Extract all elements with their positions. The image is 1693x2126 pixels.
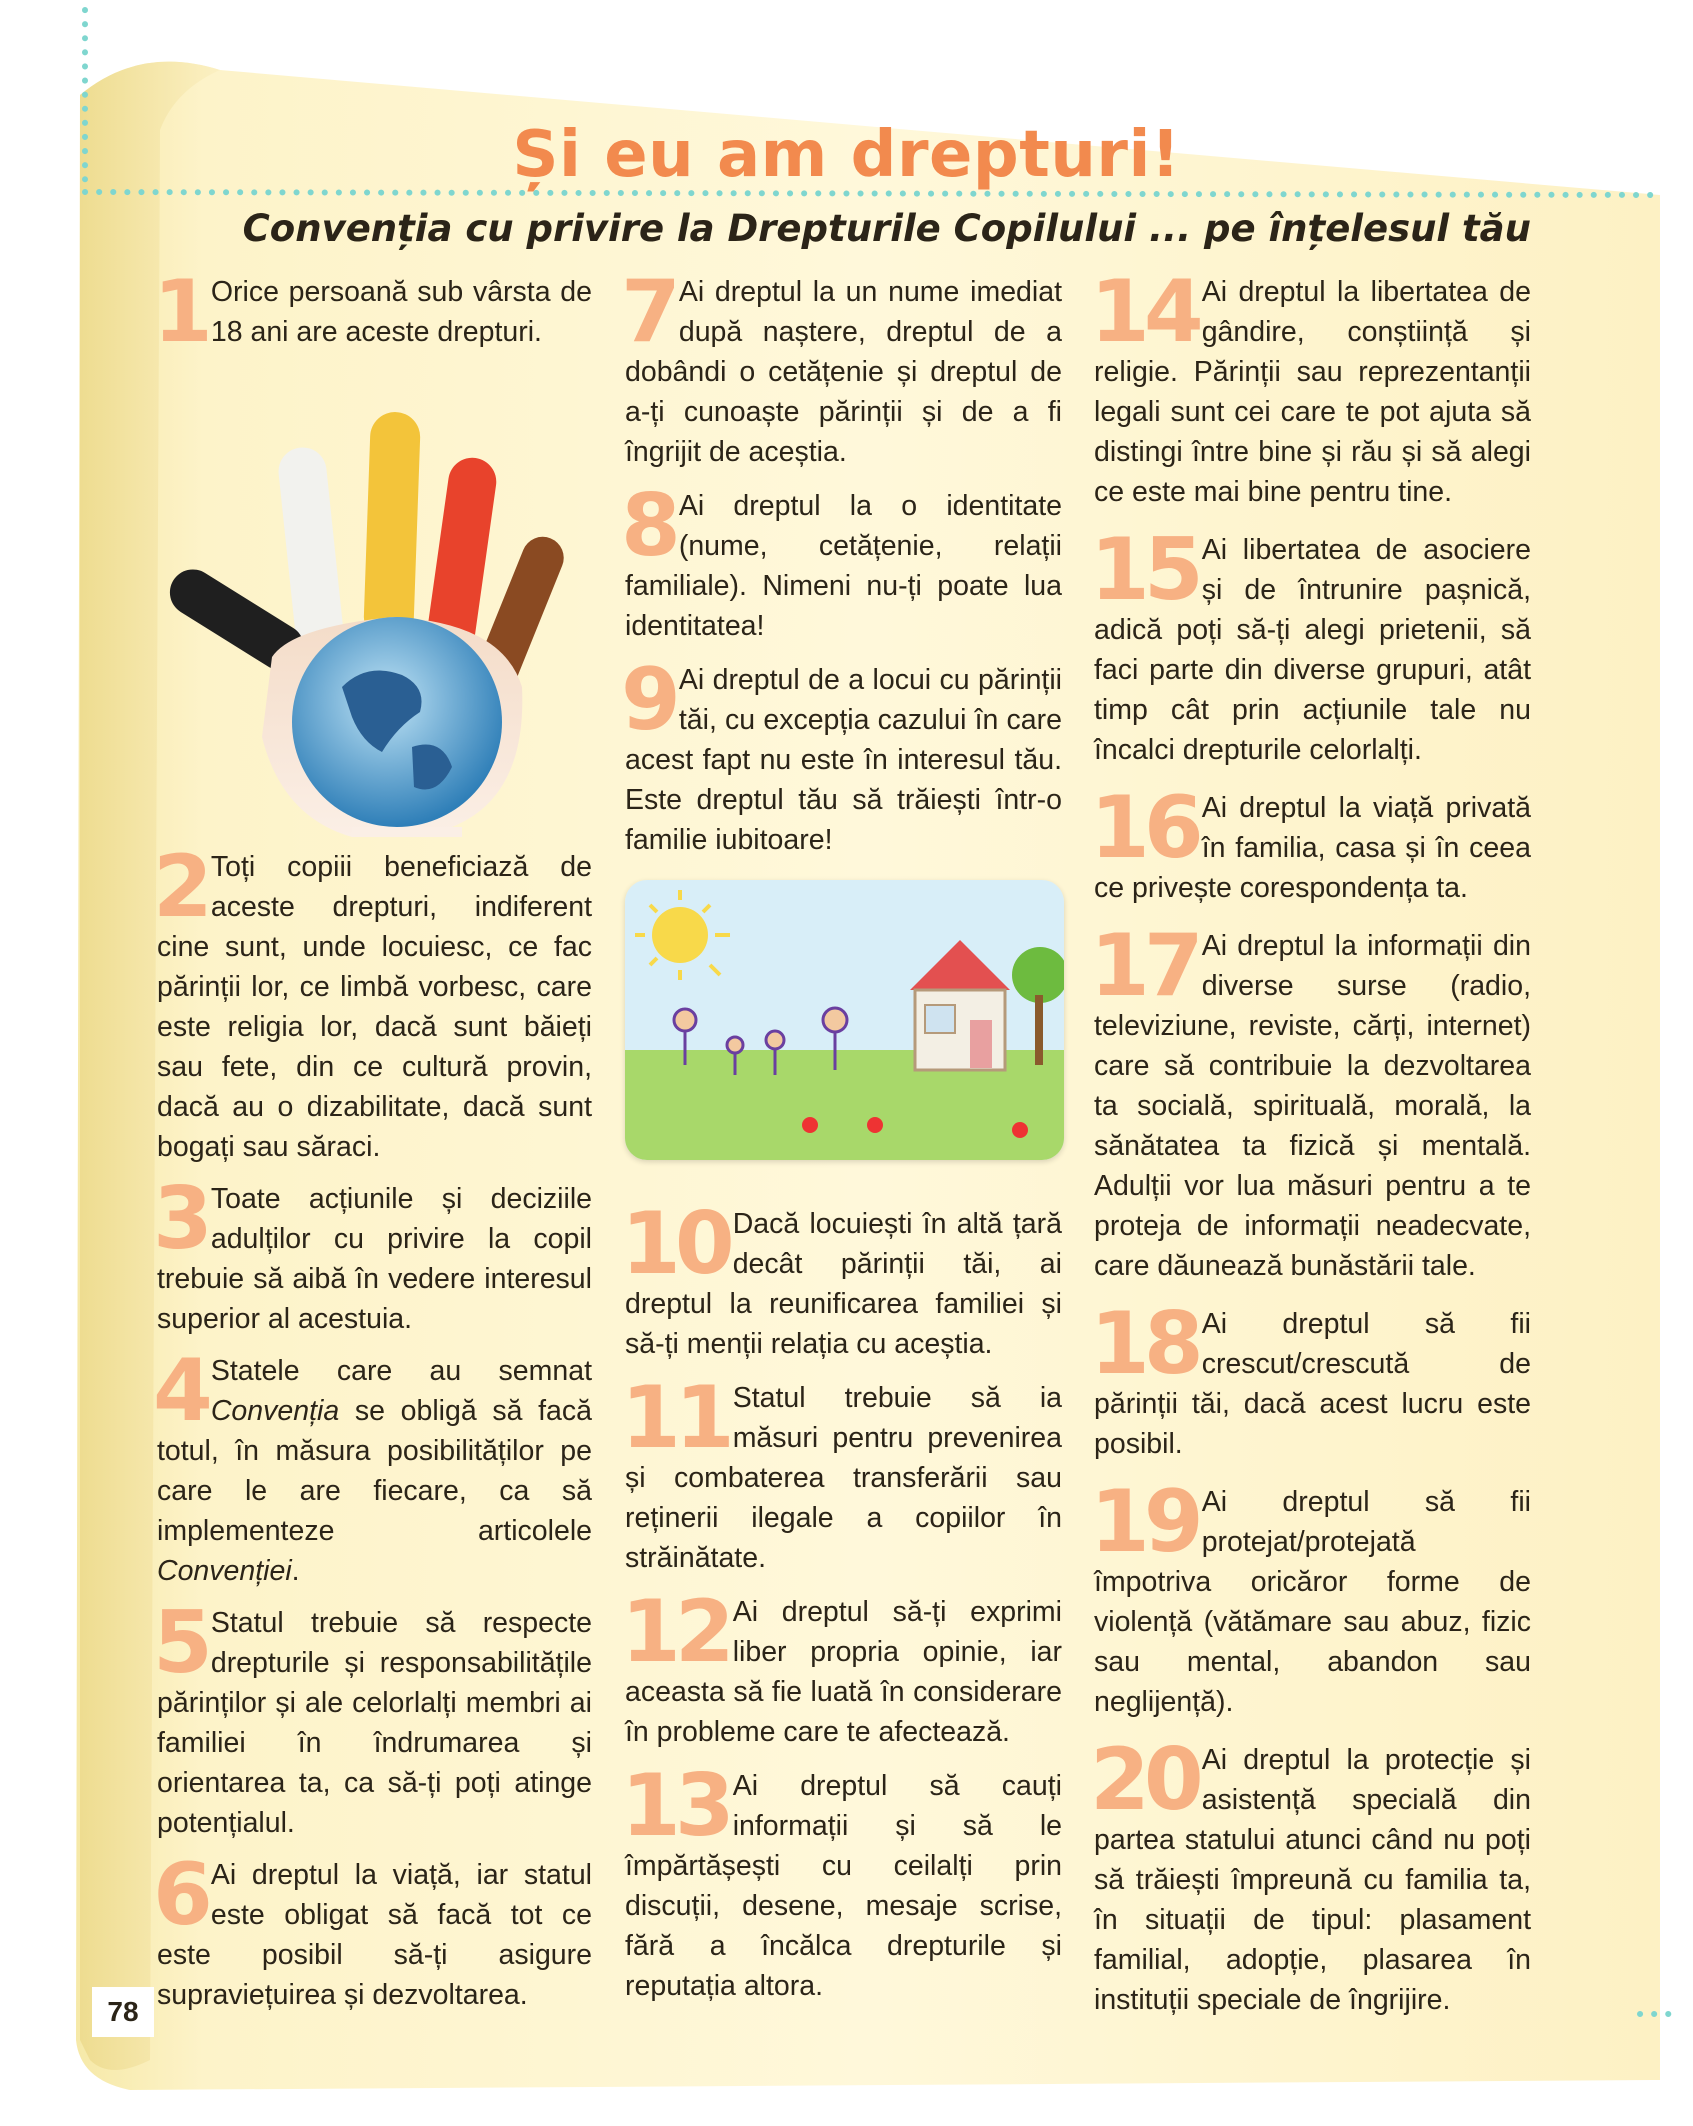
article-15 [1090, 520, 1531, 770]
article-5 [153, 1593, 592, 1843]
hand-globe-illustration [157, 352, 592, 847]
article-9 [621, 650, 1062, 860]
article-text: Ai dreptul să fii protejat/protejată împotriva oricăror forme de violență (vătămare sau abuz, fizic sau mental, abandon sau neglijență). [1094, 1486, 1531, 1718]
article-17 [1090, 916, 1531, 1286]
article-text-part: Statele care au semnat [210, 1355, 592, 1387]
article-number: 11 [621, 1368, 729, 1468]
article-number: 8 [621, 476, 675, 576]
article-11 [621, 1368, 1062, 1578]
article-text: Statul trebuie să respecte drepturile și responsabilitățile părinților și ale celorlalți membri ai familiei în îndrumarea și orientarea ta, ca să-ți poți atinge potențialul. [157, 1607, 592, 1839]
article-text: Toate acțiunile și deciziile adulților cu privire la copil trebuie să aibă în vedere interesul superior al acestuia. [157, 1183, 592, 1335]
article-16 [1090, 778, 1531, 908]
article-text: Toți copiii beneficiază de aceste drepturi, indiferent cine sunt, unde locuiesc, ce fac părinții lor, ce limbă vorbesc, care este religia lor, dacă sunt băieți sau fete, din ce cultură provin, dacă au o dizabilitate, dacă sunt bogați sau săraci. [157, 851, 592, 1163]
article-text: Ai dreptul să-ți exprimi liber propria opinie, iar aceasta să fie luată în considerare în probleme care te afectează. [625, 1596, 1062, 1748]
article-12 [621, 1582, 1062, 1752]
page-number: 78 [92, 1987, 154, 2037]
article-text: Ai dreptul la protecție și asistență specială din partea statului atunci când nu poți să trăiești împreună cu familia ta, în situații de tipul: plasament familial, adopție, plasarea în instituții speciale de îngrijire. [1094, 1744, 1531, 2016]
article-number: 5 [153, 1593, 207, 1693]
article-text: Statul trebuie să ia măsuri pentru prevenirea și combaterea transferării sau reținerii ilegale a copiilor în străinătate. [625, 1382, 1062, 1574]
column-1 [153, 262, 592, 2015]
article-7 [621, 262, 1062, 472]
article-text: Ai dreptul la viață, iar statul este obligat să facă tot ce este posibil să-ți asigure supraviețuirea și dezvoltarea. [157, 1859, 592, 2011]
article-19 [1090, 1472, 1531, 1722]
article-number: 9 [621, 650, 675, 750]
article-text: Ai dreptul la libertatea de gândire, conștiință și religie. Părinții sau reprezentanții legali sunt cei care te pot ajuta să distingi între bine și rău și să alegi ce este mai bine pentru tine. [1094, 276, 1531, 508]
article-6 [153, 1845, 592, 2015]
article-number: 6 [153, 1845, 207, 1945]
article-10 [621, 1194, 1062, 1364]
article-number: 1 [153, 262, 207, 362]
article-text: Ai dreptul să fii crescut/crescută de părinții tăi, dacă acest lucru este posibil. [1094, 1308, 1531, 1460]
column-3 [1090, 262, 1531, 2020]
article-number: 3 [153, 1169, 207, 1269]
article-number: 10 [621, 1194, 729, 1294]
article-number: 20 [1090, 1730, 1198, 1830]
article-text-part: . [291, 1555, 300, 1587]
article-14 [1090, 262, 1531, 512]
article-text: Ai libertatea de asociere și de întrunire pașnică, adică poți să-ți alegi prietenii, să faci parte din diverse grupuri, atât timp cât prin acțiunile tale nu încalci drepturile celorlalți. [1094, 534, 1531, 766]
family-drawing-illustration [625, 880, 1064, 1160]
article-text: Ai dreptul la informații din diverse surse (radio, televiziune, reviste, cărți, internet) care să contribuie la dezvoltarea ta socială, spirituală, morală, la sănătatea ta fizică și mentală. Adulții vor lua măsuri pentru a te proteja de informații neadecvate, care dăunează bunăstării tale. [1094, 930, 1531, 1282]
article-text-part: se obligă să facă totul, în măsura posibilităților pe care le are fiecare, ca să implementeze articolele [157, 1395, 592, 1547]
article-4 [153, 1341, 592, 1591]
article-number: 4 [153, 1341, 207, 1441]
article-text: Ai dreptul la o identitate (nume, cetățenie, relații familiale). Nimeni nu-ți poate lua identitatea! [625, 490, 1062, 642]
article-number: 19 [1090, 1472, 1198, 1572]
article-number: 15 [1090, 520, 1198, 620]
article-text-italic: Convenția [210, 1395, 340, 1427]
article-text: Ai dreptul la viață privată în familia, casa și în ceea ce privește corespondența ta. [1094, 792, 1531, 904]
article-2 [153, 837, 592, 1167]
article-8 [621, 476, 1062, 646]
article-number: 18 [1090, 1294, 1198, 1394]
article-number: 17 [1090, 916, 1198, 1016]
page-title: Și eu am drepturi! [512, 118, 1181, 192]
article-text: Ai dreptul de a locui cu părinții tăi, cu excepția cazului în care acest fapt nu este în interesul tău. Este dreptul tău să trăiești într-o familie iubitoare! [625, 664, 1062, 856]
article-number: 14 [1090, 262, 1198, 362]
article-number: 12 [621, 1582, 729, 1682]
article-text: Orice persoană sub vârsta de 18 ani are aceste drepturi. [210, 276, 592, 348]
article-20 [1090, 1730, 1531, 2020]
page-subtitle: Convenția cu privire la Drepturile Copilului ... pe înțelesul tău [242, 207, 1531, 250]
article-text-italic: Convenției [157, 1555, 292, 1587]
article-text: Ai dreptul la un nume imediat după naștere, dreptul de a dobândi o cetățenie și dreptul de a-ți cunoaște părinții și de a fi îngrijit de aceștia. [625, 276, 1062, 468]
article-18 [1090, 1294, 1531, 1464]
article-3 [153, 1169, 592, 1339]
column-2-lower [621, 1194, 1062, 2006]
article-number: 2 [153, 837, 207, 937]
column-2 [621, 262, 1062, 860]
article-number: 13 [621, 1756, 729, 1856]
article-text: Dacă locuiești în altă țară decât părinții tăi, ai dreptul la reunificarea familiei și să-ți menții relația cu aceștia. [625, 1208, 1062, 1360]
article-number: 16 [1090, 778, 1198, 878]
article-text: Ai dreptul să cauți informații și să le împărtășești cu ceilalți prin discuții, desene, mesaje scrise, fără a încălca drepturile și reputația altora. [625, 1770, 1062, 2002]
article-number: 7 [621, 262, 675, 362]
article-13 [621, 1756, 1062, 2006]
article-1 [153, 262, 592, 362]
